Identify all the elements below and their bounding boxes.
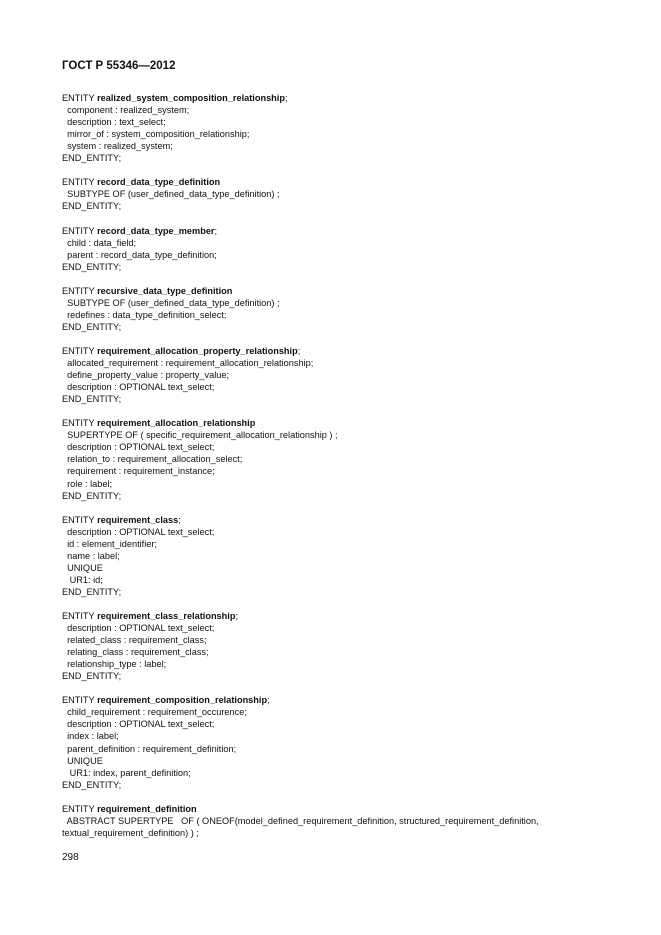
code-line: description : OPTIONAL text_select; — [62, 382, 215, 393]
code-line: redefines : data_type_definition_select; — [62, 309, 227, 320]
code-line: system : realized_system; — [62, 141, 173, 152]
entity-declaration — [62, 417, 622, 429]
entity-declaration — [62, 694, 622, 706]
entity-name: recursive_data_type_definition — [97, 285, 233, 296]
entity-keyword: ENTITY — [62, 418, 98, 429]
entity-name: realized_system_composition_relationship — [97, 93, 285, 103]
entity-block — [62, 610, 622, 682]
code-line: parent_definition : requirement_definition; — [62, 743, 237, 754]
code-line: child_requirement : requirement_occurence; — [62, 707, 247, 718]
entity-name: record_data_type_definition — [97, 177, 221, 188]
entity-name: requirement_allocation_property_relationship — [97, 345, 298, 356]
entity-keyword: ENTITY — [62, 285, 98, 296]
code-line: UNIQUE — [62, 755, 103, 766]
entity-suffix: ; — [297, 345, 301, 356]
code-line: END_ENTITY; — [62, 153, 122, 164]
entity-keyword: ENTITY — [62, 93, 98, 103]
entity-keyword: ENTITY — [62, 345, 98, 356]
entity-block — [62, 176, 622, 212]
entity-name: requirement_definition — [97, 803, 197, 814]
code-line: ABSTRACT SUPERTYPE OF ( ONEOF(model_defined_requirement_definition, structured_requirement_definition, — [62, 815, 539, 826]
code-line: parent : record_data_type_definition; — [62, 249, 217, 260]
entity-name: requirement_class_relationship — [97, 611, 236, 622]
code-line: relating_class : requirement_class; — [62, 647, 209, 658]
entity-declaration — [62, 176, 622, 188]
code-line: relationship_type : label; — [62, 659, 167, 670]
code-line: END_ENTITY; — [62, 490, 122, 501]
code-line: description : OPTIONAL text_select; — [62, 719, 215, 730]
entity-suffix: ; — [235, 611, 239, 622]
code-line: id : element_identifier; — [62, 538, 157, 549]
code-line: UR1: id; — [62, 574, 103, 585]
entity-suffix: ; — [267, 695, 270, 706]
express-code-listing — [62, 92, 622, 851]
entity-block — [62, 225, 622, 273]
entity-declaration — [62, 514, 622, 526]
entity-keyword: ENTITY — [62, 611, 98, 622]
entity-suffix: ; — [214, 225, 218, 236]
code-line: component : realized_system; — [62, 105, 190, 116]
code-line: UR1: index, parent_definition; — [62, 767, 191, 778]
entity-keyword: ENTITY — [62, 803, 98, 814]
code-line: allocated_requirement : requirement_allocation_relationship; — [62, 358, 314, 369]
entity-block — [62, 92, 622, 164]
code-line: related_class : requirement_class; — [62, 635, 207, 646]
entity-declaration — [62, 285, 622, 297]
entity-block — [62, 345, 622, 405]
code-line: description : OPTIONAL text_select; — [62, 442, 215, 453]
entity-block — [62, 417, 622, 501]
code-line: END_ENTITY; — [62, 201, 122, 212]
code-line: child : data_field; — [62, 237, 137, 248]
entity-keyword: ENTITY — [62, 225, 98, 236]
entity-declaration — [62, 225, 622, 237]
entity-block — [62, 694, 622, 790]
code-line: END_ENTITY; — [62, 671, 122, 682]
code-line: relation_to : requirement_allocation_select; — [62, 454, 243, 465]
entity-name: requirement_allocation_relationship — [97, 418, 256, 429]
code-line: UNIQUE — [62, 562, 103, 573]
code-line: SUBTYPE OF (user_defined_data_type_definition) ; — [62, 189, 280, 200]
code-line: description : OPTIONAL text_select; — [62, 526, 215, 537]
code-line: SUBTYPE OF (user_defined_data_type_definition) ; — [62, 297, 280, 308]
code-line: textual_requirement_definition) ) ; — [62, 827, 199, 838]
entity-name: requirement_class — [97, 514, 179, 525]
code-line: END_ENTITY; — [62, 779, 122, 790]
code-line: define_property_value : property_value; — [62, 370, 230, 381]
code-line: mirror_of : system_composition_relationship; — [62, 129, 250, 140]
entity-declaration — [62, 610, 622, 622]
code-line: index : label; — [62, 731, 119, 742]
code-line: END_ENTITY; — [62, 261, 122, 272]
code-line: role : label; — [62, 478, 113, 489]
entity-declaration — [62, 803, 622, 815]
entity-block — [62, 514, 622, 598]
entity-suffix: ; — [178, 514, 181, 525]
entity-declaration — [62, 345, 622, 357]
entity-declaration — [62, 92, 622, 104]
entity-keyword: ENTITY — [62, 514, 98, 525]
document-header: ГОСТ Р 55346—2012 — [62, 60, 176, 72]
entity-block — [62, 285, 622, 333]
entity-name: record_data_type_member — [97, 225, 215, 236]
code-line: END_ENTITY; — [62, 586, 122, 597]
code-line: description : text_select; — [62, 117, 166, 128]
code-line: requirement : requirement_instance; — [62, 466, 215, 477]
entity-block — [62, 803, 622, 839]
code-line: END_ENTITY; — [62, 394, 122, 405]
entity-suffix: ; — [284, 93, 288, 103]
code-line: SUPERTYPE OF ( specific_requirement_allocation_relationship ) ; — [62, 430, 338, 441]
page-number: 298 — [62, 852, 79, 863]
code-line: END_ENTITY; — [62, 321, 122, 332]
entity-keyword: ENTITY — [62, 695, 98, 706]
entity-name: requirement_composition_relationship — [97, 695, 268, 706]
code-line: description : OPTIONAL text_select; — [62, 623, 215, 634]
code-line: name : label; — [62, 550, 120, 561]
entity-keyword: ENTITY — [62, 177, 98, 188]
